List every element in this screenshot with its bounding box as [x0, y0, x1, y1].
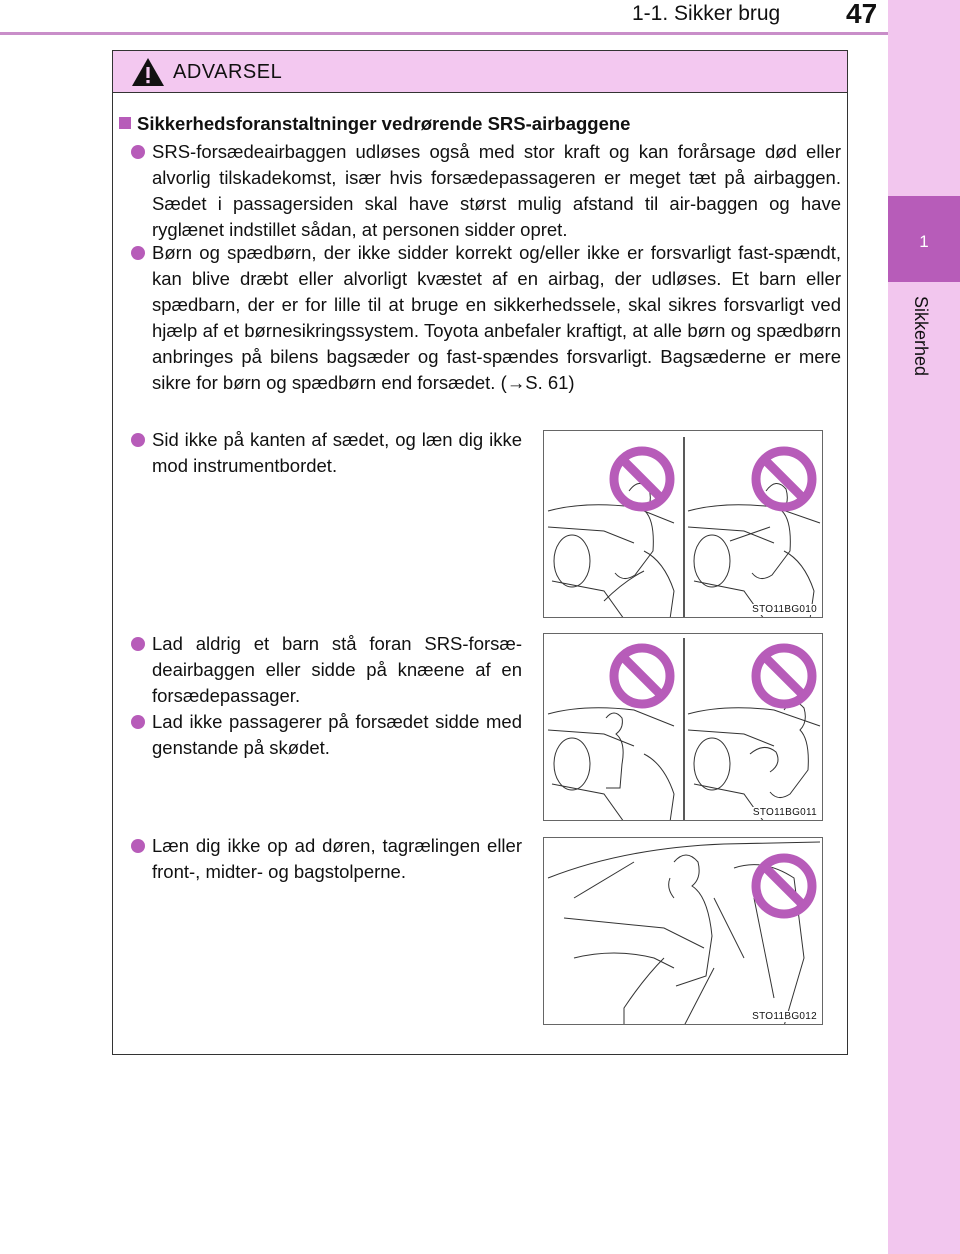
illustration-code: STO11BG010 — [752, 604, 817, 615]
prohibition-icon — [750, 445, 818, 513]
chapter-side-tab — [888, 0, 960, 1254]
warning-header — [113, 51, 847, 93]
warning-item-text: Læn dig ikke op ad døren, tagrælingen eller front-, midter- og bagstolperne. — [152, 835, 522, 882]
chapter-label: Sikkerhed — [911, 296, 931, 377]
section-title: 1-1. Sikker brug — [632, 2, 781, 25]
warning-triangle-icon — [131, 57, 165, 87]
bullet-dot-icon — [131, 637, 145, 651]
prohibition-icon — [750, 852, 818, 920]
illustration-leaning-on-door — [543, 837, 823, 1025]
warning-item-text: SRS-forsædeairbaggen udløses også med stor kraft og kan forårsage død eller alvorlig tilskadekomst, især hvis forsædepassageren er meget tæt på airbaggen. Sædet i passagersiden skal have størst mulig afstand til air-baggen og have ryglænet indstillet sådan, at personen sidder opret. — [152, 141, 841, 240]
illustration-child-passenger — [543, 633, 823, 821]
illustration-code: STO11BG011 — [752, 807, 817, 818]
warning-item — [152, 240, 841, 396]
warning-item — [152, 631, 522, 709]
warning-item — [152, 709, 522, 761]
warning-item-text: Lad aldrig et barn stå foran SRS-forsæ-deairbaggen eller sidde på knæene af en forsædepassager. — [152, 633, 522, 706]
warning-box — [112, 50, 848, 1055]
page-number: 47 — [846, 0, 878, 29]
illustration-code: STO11BG012 — [752, 1011, 817, 1022]
chapter-number: 1 — [919, 232, 929, 251]
warning-item — [152, 833, 522, 885]
bullet-dot-icon — [131, 839, 145, 853]
warning-item-text: Sid ikke på kanten af sædet, og læn dig ikke mod instrumentbordet. — [152, 429, 522, 476]
warning-label: ADVARSEL — [173, 61, 283, 83]
prohibition-icon — [750, 642, 818, 710]
bullet-dot-icon — [131, 246, 145, 260]
square-bullet-icon — [119, 117, 131, 129]
header-divider — [0, 32, 888, 35]
warning-item — [152, 427, 522, 479]
warning-heading — [119, 113, 630, 135]
prohibition-icon — [608, 445, 676, 513]
warning-heading-text: Sikkerhedsforanstaltninger vedrørende SRS-airbaggene — [137, 113, 631, 134]
bullet-dot-icon — [131, 145, 145, 159]
warning-item — [152, 139, 841, 243]
bullet-dot-icon — [131, 433, 145, 447]
illustration-front-seat-posture — [543, 430, 823, 618]
prohibition-icon — [608, 642, 676, 710]
bullet-dot-icon — [131, 715, 145, 729]
warning-item-text: Lad ikke passagerer på forsædet sidde med genstande på skødet. — [152, 711, 522, 758]
warning-item-text: Børn og spædbørn, der ikke sidder korrekt og/eller ikke er forsvarligt fast-spændt, kan blive dræbt eller alvorligt kvæstet af en airbag, der udløses. Et barn eller spædbarn, der er for lille til at bruge en sikkerhedssele, skal sikres forsvarligt ved hjælp af et børnesikringssystem. Toyota anbefaler kraftigt, at alle børn og spædbørn anbringes på bilens bagsæder og fast-spændes forsvarligt. Bagsæderne er mere sikre for børn og spædbørn end forsædet. (→S. 61) — [152, 242, 841, 393]
